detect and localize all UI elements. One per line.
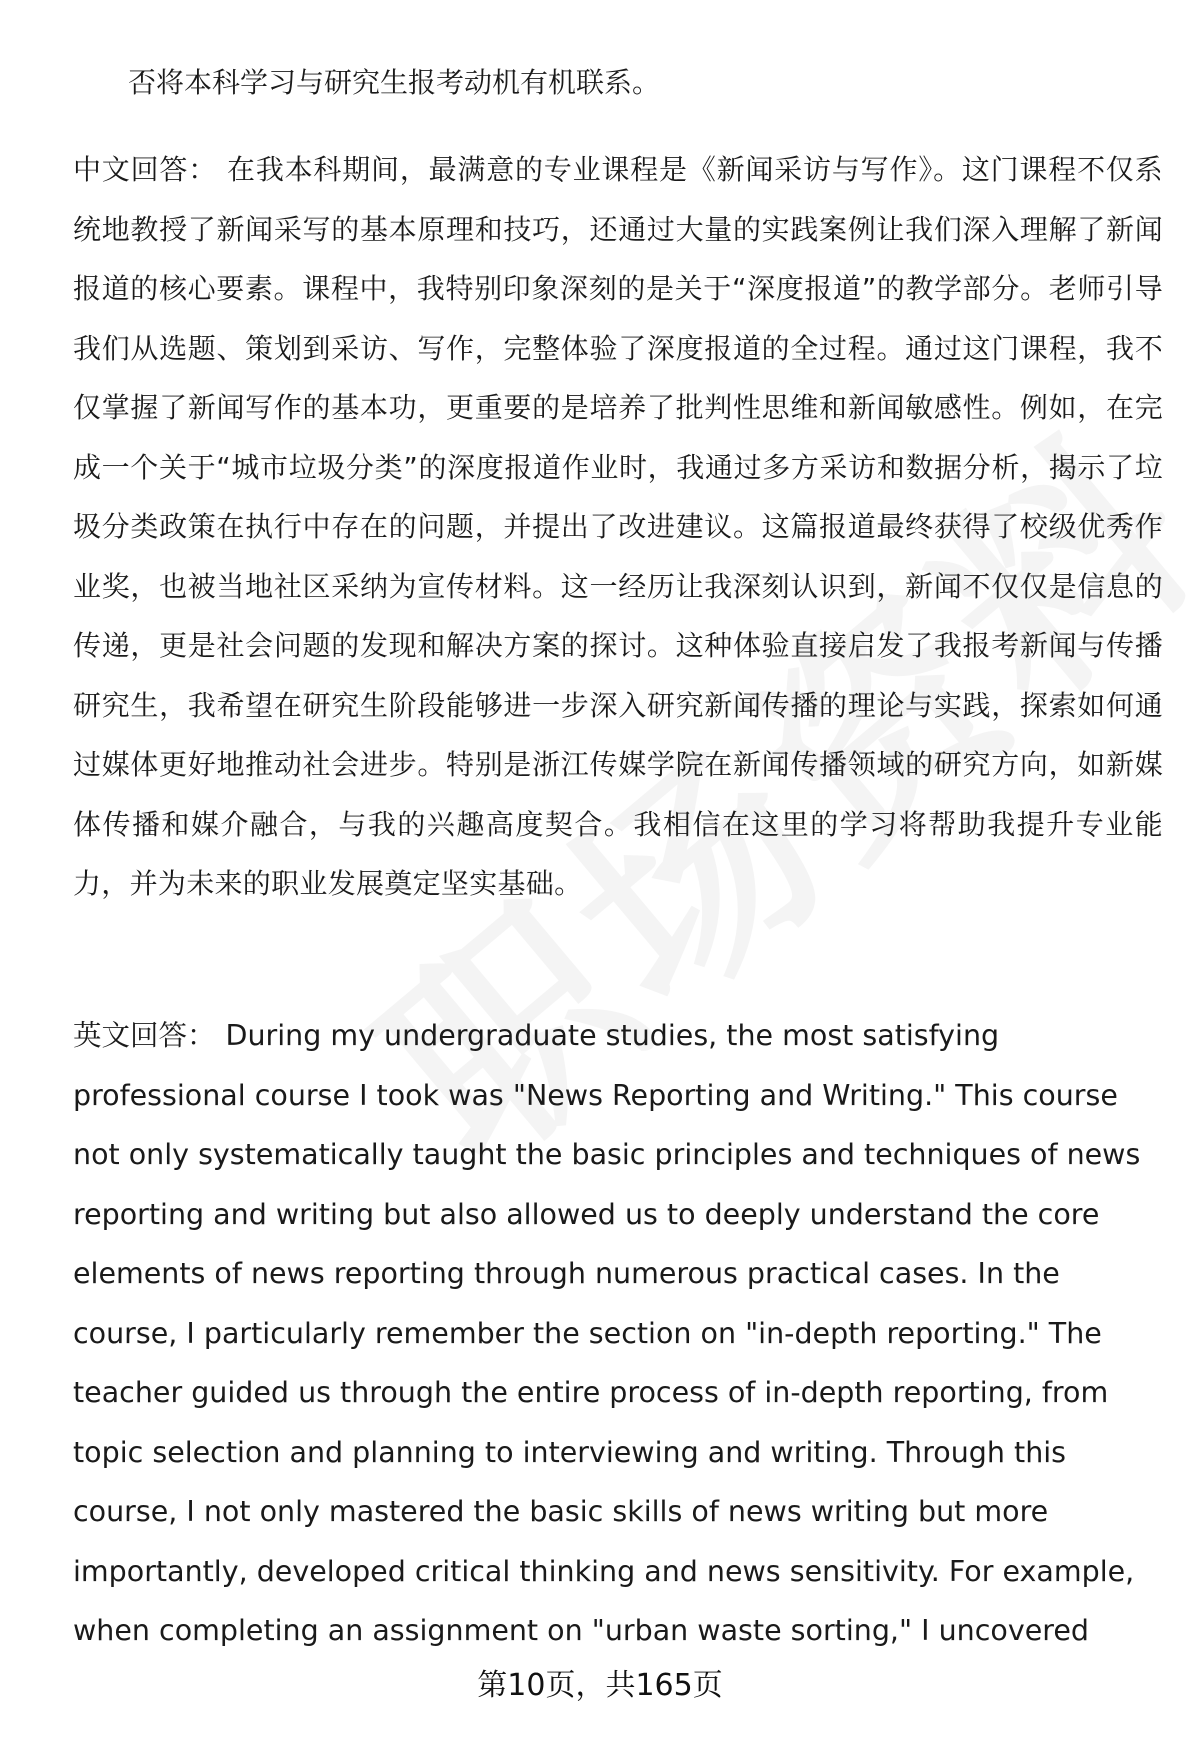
chinese-answer-label: 中文回答： [73, 153, 218, 186]
intro-line: 否将本科学习与研究生报考动机有机联系。 [128, 66, 661, 99]
chinese-answer-paragraph [73, 140, 1163, 914]
english-answer-label: 英文回答： [73, 1019, 216, 1052]
chinese-answer-text: 在我本科期间，最满意的专业课程是《新闻采访与写作》。这门课程不仅系统地教授了新闻采写的基本原理和技巧，还通过大量的实践案例让我们深入理解了新闻报道的核心要素。课程中，我特别印象深刻的是关于“深度报道”的教学部分。老师引导我们从选题、策划到采访、写作，完整体验了深度报道的全过程。通过这门课程，我不仅掌握了新闻写作的基本功，更重要的是培养了批判性思维和新闻敏感性。例如，在完成一个关于“城市垃圾分类”的深度报道作业时，我通过多方采访和数据分析，揭示了垃圾分类政策在执行中存在的问题，并提出了改进建议。这篇报道最终获得了校级优秀作业奖，也被当地社区采纳为宣传材料。这一经历让我深刻认识到，新闻不仅仅是信息的传递，更是社会问题的发现和解决方案的探讨。这种体验直接启发了我报考新闻与传播研究生，我希望在研究生阶段能够进一步深入研究新闻传播的理论与实践，探索如何通过媒体更好地推动社会进步。特别是浙江传媒学院在新闻传播领域的研究方向，如新媒体传播和媒介融合，与我的兴趣高度契合。我相信在这里的学习将帮助我提升专业能力，并为未来的职业发展奠定坚实基础。 [73, 153, 1163, 900]
english-answer-text: During my undergraduate studies, the most satisfying professional course I took was "News Reporting and Writing." This course not only systematically taught the basic principles and techniques of news reporting and writing but also allowed us to deeply understand the core elements of news reporting through numerous practical cases. In the course, I particularly remember the section on "in-depth reporting." The teacher guided us through the entire process of in-depth reporting, from topic selection and planning to interviewing and writing. Through this course, I not only mastered the basic skills of news writing but more importantly, developed critical thinking and news sensitivity. For example, when completing an assignment on "urban waste sorting," I uncovered [73, 1019, 1141, 1647]
english-answer-paragraph [73, 1006, 1163, 1661]
page-number-footer: 第10页，共165页 [477, 1668, 723, 1703]
